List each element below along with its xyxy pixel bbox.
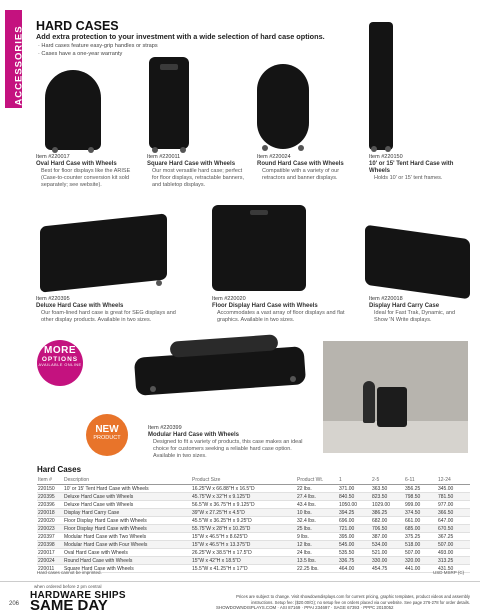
table-row [37, 493, 470, 501]
product-220018: Item #220018 Display Hard Carry Case Ideal for Fast Trak, Dynamic, and Show 'N Write displays. [369, 296, 456, 323]
table-header-row [37, 476, 470, 485]
table-cell: 330.00 [371, 557, 404, 565]
table-cell: 521.00 [371, 549, 404, 557]
table-cell: 55.75"W x 28"H x 10.25"D [191, 525, 296, 533]
msrp-note: USD MSRP (C) [433, 570, 465, 575]
table-cell: 45.75"W x 32"H x 9.125"D [191, 493, 296, 501]
square-case-image [149, 57, 189, 149]
col-header: Item # [37, 476, 63, 485]
table-cell: 10' or 15' Tent Hard Case with Wheels [63, 485, 191, 493]
page-subtitle: Add extra protection to your investment with a wide selection of hard case options. [36, 32, 325, 41]
table-cell: 682.00 [371, 517, 404, 525]
table-cell: 45.5"W x 36.25"H x 9.25"D [191, 517, 296, 525]
ship-note: when ordered before 2 pm central [34, 584, 102, 589]
table-cell: 26.25"W x 38.5"H x 17.5"D [191, 549, 296, 557]
table-cell: 32.4 lbs. [296, 517, 338, 525]
table-cell: Deluxe Hard Case with Wheels [63, 493, 191, 501]
table-cell: 661.00 [404, 517, 437, 525]
photo-case [377, 387, 407, 427]
header-bullets [38, 42, 158, 58]
table-cell: 394.25 [338, 509, 371, 517]
table-cell: 977.00 [437, 501, 470, 509]
col-header: 6-11 [404, 476, 437, 485]
contact-line: SHOWDOWNDISPLAYS.COM · ASI 87169 · PPAI 234697 · SAGE 67393 · PPPC 2010052 [216, 605, 394, 610]
ship-headline-2: SAME DAY [30, 597, 108, 614]
table-row [37, 549, 470, 557]
table-cell: 507.00 [404, 549, 437, 557]
handle-icon [250, 210, 268, 215]
table-cell: 840.50 [338, 493, 371, 501]
table-cell: 367.25 [437, 533, 470, 541]
table-cell: Floor Display Hard Case with Wheels [63, 525, 191, 533]
table-cell: 464.00 [338, 565, 371, 573]
table-cell: 386.25 [371, 509, 404, 517]
wheel-icon [298, 145, 304, 151]
table-cell: 15"W x 46.5"H x 13.375"D [191, 541, 296, 549]
table-cell: 493.00 [437, 549, 470, 557]
table-cell: 27.4 lbs. [296, 493, 338, 501]
bullet-item: · Cases have a one-year warranty [38, 51, 123, 57]
prices-note: Prices are subject to change. Visit showdowndisplays.com for current pricing, graphic templates, product videos and assembly instructions. Setup fee: ($20.00/G); no setup fee on orders placed via our website. See page 276-278 for order details. [236, 594, 470, 605]
table-cell: 320.00 [404, 557, 437, 565]
table-cell: 507.00 [437, 541, 470, 549]
table-cell: 336.75 [338, 557, 371, 565]
display-carry-case-image [365, 225, 470, 300]
table-cell: 220150 [37, 485, 63, 493]
wheel-icon [385, 146, 391, 152]
table-cell: 345.00 [437, 485, 470, 493]
table-cell: 823.50 [371, 493, 404, 501]
product-220150: Item #220150 10' or 15' Tent Hard Case with Wheels Holds 10' or 15' tent frames. [369, 154, 454, 181]
table-title: Hard Cases [37, 465, 82, 474]
table-cell: Square Hard Case with Wheels [63, 565, 191, 573]
col-header: Product Size [191, 476, 296, 485]
table-cell: 220018 [37, 509, 63, 517]
table-cell: 220024 [37, 557, 63, 565]
table-cell: 12 lbs. [296, 541, 338, 549]
table-cell: Oval Hard Case with Wheels [63, 549, 191, 557]
table-cell: 220396 [37, 501, 63, 509]
table-cell: 43.4 lbs. [296, 501, 338, 509]
wheel-icon [88, 147, 94, 153]
section-tab [5, 10, 25, 108]
new-product-badge: NEW PRODUCT [86, 414, 128, 456]
table-cell: 363.50 [371, 485, 404, 493]
wheel-icon [262, 145, 268, 151]
page-number: 206 [9, 601, 20, 607]
table-cell: 534.00 [371, 541, 404, 549]
bullet-item: · Hard cases feature easy-grip handles or straps [38, 43, 158, 49]
table-cell: 1029.00 [371, 501, 404, 509]
col-header: 2-5 [371, 476, 404, 485]
product-220011: Item #220011 Square Hard Case with Wheels Our most versatile hard case; perfect for floor displays, retractable banners, and tabletop displays. [147, 154, 245, 188]
table-cell: Round Hard Case with Wheels [63, 557, 191, 565]
table-cell: 387.00 [371, 533, 404, 541]
table-row [37, 541, 470, 549]
table-row [37, 517, 470, 525]
table-cell: Floor Display Hard Case with Wheels [63, 517, 191, 525]
wheel-icon [290, 376, 296, 382]
deluxe-case-image [40, 213, 167, 292]
table-cell: 22 lbs. [296, 485, 338, 493]
table-cell: 366.50 [437, 509, 470, 517]
table-cell: 16.25"W x 66.88"H x 16.5"D [191, 485, 296, 493]
table-cell: 13.5 lbs. [296, 557, 338, 565]
page-title: HARD CASES [36, 19, 119, 33]
table-footnote: Hard cases cannot be imprinted. [37, 570, 102, 575]
wheel-icon [371, 146, 377, 152]
table-cell: 220011 [37, 565, 63, 573]
col-header: Description [63, 476, 191, 485]
ship-headline-1: HARDWARE SHIPS [30, 590, 126, 601]
table-cell: 220398 [37, 541, 63, 549]
table-cell: 696.00 [338, 517, 371, 525]
table-cell: 356.25 [404, 485, 437, 493]
wheel-icon [52, 147, 58, 153]
table-cell: 670.50 [437, 525, 470, 533]
table-cell: 545.00 [338, 541, 371, 549]
table-cell: 39"W x 27.25"H x 4.5"D [191, 509, 296, 517]
more-options-badge: MORE OPTIONS AVAILABLE ONLINE [37, 340, 83, 386]
table-cell: 313.25 [437, 557, 470, 565]
table-cell: 371.00 [338, 485, 371, 493]
product-220399: Item #220399 Modular Hard Case with Wheels Designed to fit a variety of products, this case makes an ideal choice for customers seeking a reliable hard case option. Available in two sizes. [148, 425, 303, 459]
table-cell: 685.00 [404, 525, 437, 533]
wheel-icon [180, 147, 186, 153]
table-cell: 24 lbs. [296, 549, 338, 557]
table-cell: 15"W x 42"H x 18.5"D [191, 557, 296, 565]
spec-table [37, 476, 470, 573]
table-cell: 706.50 [371, 525, 404, 533]
table-cell: 518.00 [404, 541, 437, 549]
table-cell: 1050.00 [338, 501, 371, 509]
product-220020: Item #220020 Floor Display Hard Case with Wheels Accommodates a vast array of floor displays and flat graphics. Available in two sizes. [212, 296, 345, 323]
table-row [37, 501, 470, 509]
wheel-icon [152, 147, 158, 153]
table-row [37, 509, 470, 517]
table-cell: 220397 [37, 533, 63, 541]
table-cell: 999.00 [404, 501, 437, 509]
footer-divider [0, 581, 480, 582]
col-header: 12-24 [437, 476, 470, 485]
tent-case-image [369, 22, 393, 150]
product-220017: Item #220017 Oval Hard Case with Wheels Best for floor displays like the ARISE (Case-to-counter conversion kit sold separately; see website). [36, 154, 131, 188]
wheel-icon [156, 280, 162, 286]
table-cell: 454.75 [371, 565, 404, 573]
section-tab-label: ACCESSORIES [13, 25, 25, 106]
col-header: Product Wt. [296, 476, 338, 485]
table-row [37, 565, 470, 573]
product-220024: Item #220024 Round Hard Case with Wheels Compatible with a variety of our retractors and banner displays. [257, 154, 344, 181]
wheel-icon [150, 386, 156, 392]
table-cell: 375.25 [404, 533, 437, 541]
table-cell: 220023 [37, 525, 63, 533]
table-cell: 441.00 [404, 565, 437, 573]
table-row [37, 525, 470, 533]
product-220395: Item #220395 Deluxe Hard Case with Wheels Our foam-lined hard case is great for SEG displays and other display products. Available in two sizes. [36, 296, 176, 323]
table-cell: 535.50 [338, 549, 371, 557]
table-row [37, 557, 470, 565]
handle-icon [160, 64, 178, 70]
table-cell: 15.5"W x 41.25"H x 17"D [191, 565, 296, 573]
table-cell: 220020 [37, 517, 63, 525]
table-cell: 9 lbs. [296, 533, 338, 541]
table-cell: Modular Hard Case with Four Wheels [63, 541, 191, 549]
table-cell: 22.25 lbs. [296, 565, 338, 573]
table-cell: Deluxe Hard Case with Wheels [63, 501, 191, 509]
table-cell: 15"W x 46.5"H x 8.625"D [191, 533, 296, 541]
table-cell: 431.50 [437, 565, 470, 573]
table-cell: 10 lbs. [296, 509, 338, 517]
table-row [37, 533, 470, 541]
table-cell: 395.00 [338, 533, 371, 541]
table-cell: Modular Hard Case with Two Wheels [63, 533, 191, 541]
table-cell: Display Hard Carry Case [63, 509, 191, 517]
table-cell: 56.5"W x 36.75"H x 9.125"D [191, 501, 296, 509]
col-header: 1 [338, 476, 371, 485]
table-cell: 220017 [37, 549, 63, 557]
table-cell: 781.50 [437, 493, 470, 501]
floor-display-case-image [212, 205, 306, 291]
table-cell: 647.00 [437, 517, 470, 525]
photo-person [363, 381, 375, 423]
table-cell: 220395 [37, 493, 63, 501]
lifestyle-photo [323, 341, 468, 453]
oval-case-image [45, 70, 101, 150]
table-cell: 798.50 [404, 493, 437, 501]
table-cell: 721.00 [338, 525, 371, 533]
table-row [37, 485, 470, 493]
table-cell: 374.50 [404, 509, 437, 517]
table-cell: 25 lbs. [296, 525, 338, 533]
round-case-image [257, 64, 309, 149]
